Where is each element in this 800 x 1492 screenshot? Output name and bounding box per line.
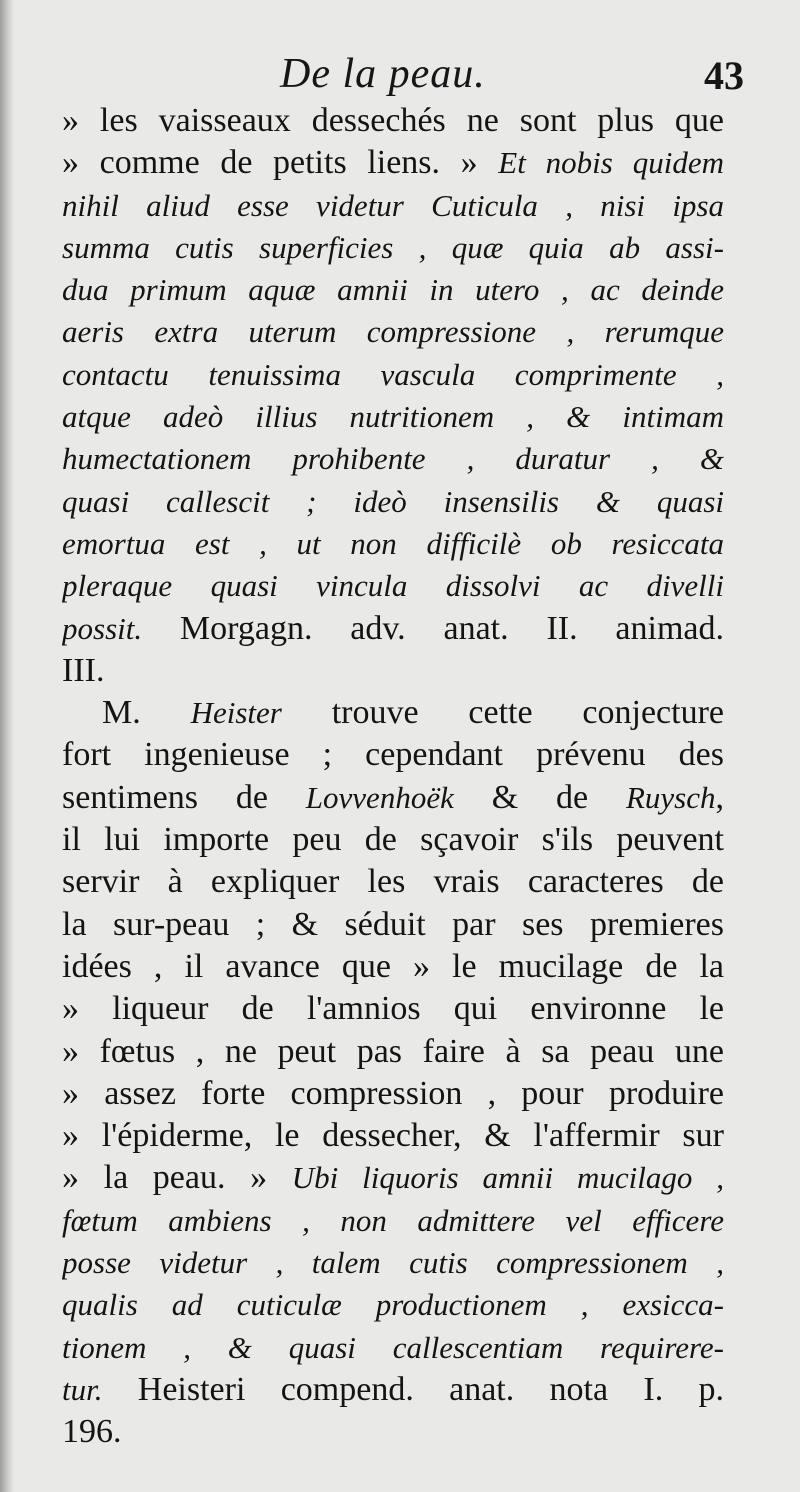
line-segment: 196. — [62, 1413, 122, 1451]
line-segment: » comme de petits liens. » — [62, 144, 499, 182]
page-header — [0, 50, 800, 98]
body-text — [62, 100, 724, 1480]
line-segment-italic: dua primum aquæ amnii in utero , ac deinde — [62, 272, 724, 308]
line-segment: trouve cette conjecture — [281, 694, 724, 732]
line-segment-italic: Ruysch — [625, 779, 716, 815]
line-segment: Heisteri compend. anat. nota I. p. — [102, 1370, 724, 1408]
line-segment-italic: fœtum ambiens , non admittere vel efficere — [62, 1202, 724, 1238]
page-number: 43 — [704, 53, 744, 98]
line-segment-italic: humectationem prohibente , duratur , & — [62, 441, 724, 477]
line-segment: III. — [62, 651, 105, 689]
text-line — [62, 354, 724, 396]
text-line — [62, 481, 724, 523]
text-line — [62, 396, 724, 438]
text-line — [62, 650, 724, 692]
text-line — [62, 438, 724, 480]
text-line — [62, 988, 724, 1030]
text-line — [62, 142, 724, 184]
line-segment-italic: tur. — [62, 1371, 103, 1407]
line-segment: » l'épiderme, le dessecher, & l'affermir sur — [62, 1117, 724, 1155]
text-line — [62, 946, 724, 988]
line-segment: » fœtus , ne peut pas faire à sa peau une — [62, 1032, 724, 1070]
line-segment-italic: atque adeò illius nutritionem , & intimam — [62, 399, 724, 435]
line-segment-italic: contactu tenuissima vascula comprimente , — [62, 356, 724, 392]
text-line — [62, 1115, 724, 1157]
line-segment: Morgagn. adv. anat. II. animad. — [142, 609, 724, 647]
line-segment: idées , il avance que » le mucilage de la — [62, 947, 724, 985]
text-line — [62, 100, 724, 142]
line-segment-italic: quasi callescit ; ideò insensilis & quasi — [62, 483, 724, 519]
text-line — [62, 311, 724, 353]
text-line — [62, 1157, 724, 1199]
line-segment-italic: aeris extra uterum compressione , rerumque — [62, 314, 724, 350]
running-title: De la peau. — [280, 51, 486, 97]
line-segment: M. — [102, 694, 191, 732]
line-segment-italic: possit. — [62, 610, 143, 646]
line-segment: » les vaisseaux dessechés ne sont plus que — [62, 102, 724, 139]
text-line — [62, 523, 724, 565]
line-segment: la sur-peau ; & séduit par ses premieres — [62, 905, 724, 943]
text-line — [62, 1369, 724, 1411]
text-line — [62, 904, 724, 946]
page-gutter-shadow — [0, 0, 14, 1492]
text-line — [62, 819, 724, 861]
line-segment-italic: Lovvenhoëk — [305, 779, 454, 815]
line-segment-italic: Et nobis quidem — [498, 145, 724, 181]
line-segment-italic: summa cutis superficies , quæ quia ab assi- — [62, 229, 724, 265]
line-segment-italic: Heister — [190, 695, 282, 731]
line-segment: sentimens de — [62, 778, 306, 816]
line-segment: servir à expliquer les vrais caracteres de — [62, 863, 724, 901]
line-segment-italic: nihil aliud esse videtur Cuticula , nisi ipsa — [62, 187, 724, 223]
text-line — [62, 608, 724, 650]
line-segment-italic: emortua est , ut non difficilè ob resiccata — [62, 525, 724, 561]
text-line — [62, 1073, 724, 1115]
text-line — [62, 1031, 724, 1073]
text-line — [62, 269, 724, 311]
text-line — [62, 1242, 724, 1284]
line-segment: » la peau. » — [62, 1159, 292, 1197]
text-line — [62, 861, 724, 903]
line-segment-italic: pleraque quasi vincula dissolvi ac divelli — [62, 568, 724, 604]
text-line — [62, 185, 724, 227]
paragraph-first-line — [62, 692, 724, 734]
line-segment: & de — [453, 778, 626, 816]
text-line — [62, 227, 724, 269]
text-line — [62, 565, 724, 607]
text-line — [62, 1200, 724, 1242]
line-segment: » assez forte compression , pour produire — [62, 1074, 724, 1112]
text-line — [62, 777, 724, 819]
text-line — [62, 734, 724, 776]
line-segment: » liqueur de l'amnios qui environne le — [62, 990, 724, 1028]
line-segment: , — [715, 778, 724, 816]
text-line — [62, 1327, 724, 1369]
line-segment-italic: tionem , & quasi callescentiam requirere- — [62, 1329, 724, 1365]
line-segment: il lui importe peu de sçavoir s'ils peuvent — [62, 821, 724, 859]
line-segment: fort ingenieuse ; cependant prévenu des — [62, 736, 724, 774]
line-segment-italic: qualis ad cuticulæ productionem , exsicca- — [62, 1287, 724, 1323]
text-line — [62, 1411, 724, 1453]
line-segment-italic: Ubi liquoris amnii mucilago , — [291, 1160, 724, 1196]
text-line — [62, 1284, 724, 1326]
line-segment-italic: posse videtur , talem cutis compressionem , — [62, 1245, 724, 1281]
